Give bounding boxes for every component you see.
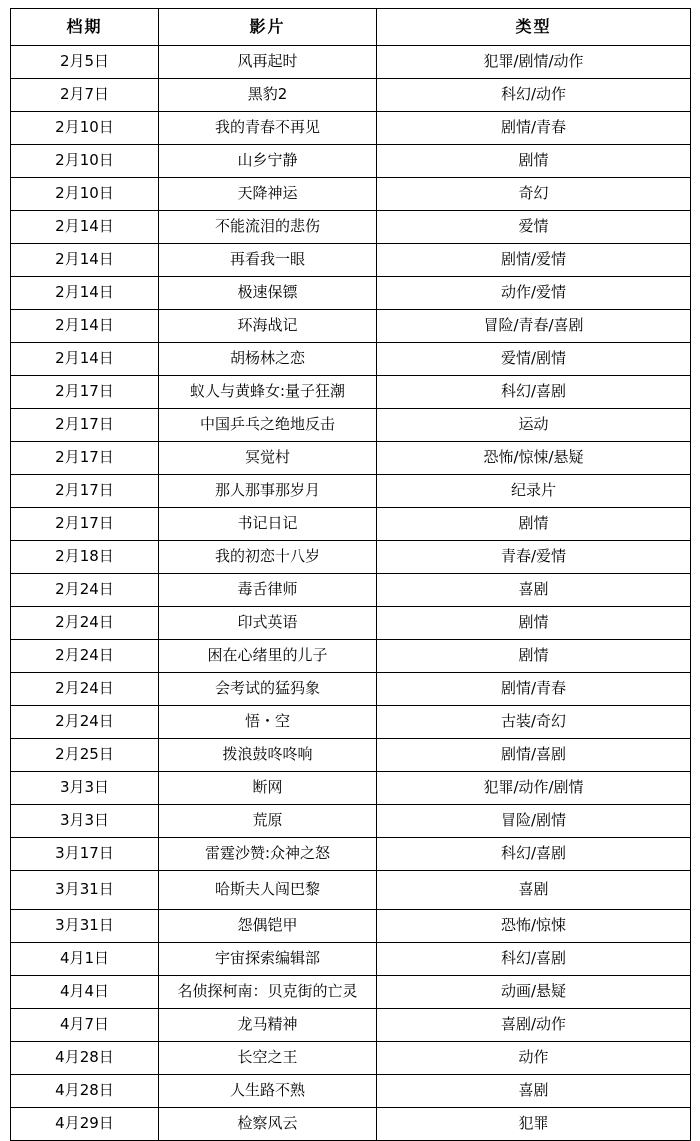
film-schedule-table [10, 8, 691, 1141]
table-row [11, 871, 691, 910]
cell-genre: 犯罪 [377, 1108, 691, 1141]
cell-release-date: 4月29日 [11, 1108, 159, 1141]
cell-film-title: 山乡宁静 [159, 145, 377, 178]
cell-film-title: 蚁人与黄蜂女:量子狂潮 [159, 376, 377, 409]
table-row [11, 442, 691, 475]
cell-film-title: 拨浪鼓咚咚响 [159, 739, 377, 772]
cell-film-title: 书记日记 [159, 508, 377, 541]
cell-film-title: 风再起时 [159, 46, 377, 79]
table-row [11, 211, 691, 244]
cell-release-date: 2月10日 [11, 112, 159, 145]
cell-genre: 剧情/喜剧 [377, 739, 691, 772]
cell-genre: 科幻/喜剧 [377, 838, 691, 871]
table-row [11, 1042, 691, 1075]
cell-film-title: 黑豹2 [159, 79, 377, 112]
cell-genre: 纪录片 [377, 475, 691, 508]
table-row [11, 277, 691, 310]
cell-film-title: 怨偶铠甲 [159, 910, 377, 943]
table-row [11, 508, 691, 541]
table-row [11, 46, 691, 79]
cell-genre: 喜剧 [377, 574, 691, 607]
cell-release-date: 2月17日 [11, 508, 159, 541]
cell-film-title: 检察风云 [159, 1108, 377, 1141]
table-row [11, 673, 691, 706]
cell-film-title: 哈斯夫人闯巴黎 [159, 871, 377, 910]
cell-release-date: 2月24日 [11, 574, 159, 607]
table-row [11, 772, 691, 805]
cell-film-title: 那人那事那岁月 [159, 475, 377, 508]
cell-film-title: 再看我一眼 [159, 244, 377, 277]
cell-genre: 剧情 [377, 145, 691, 178]
cell-release-date: 2月25日 [11, 739, 159, 772]
cell-release-date: 2月24日 [11, 607, 159, 640]
cell-release-date: 2月14日 [11, 244, 159, 277]
table-row [11, 1009, 691, 1042]
cell-film-title: 龙马精神 [159, 1009, 377, 1042]
cell-release-date: 3月31日 [11, 871, 159, 910]
cell-genre: 剧情 [377, 607, 691, 640]
table-row [11, 1108, 691, 1141]
table-row [11, 343, 691, 376]
cell-genre: 剧情/爱情 [377, 244, 691, 277]
cell-film-title: 我的初恋十八岁 [159, 541, 377, 574]
table-row [11, 244, 691, 277]
table-row [11, 79, 691, 112]
cell-genre: 运动 [377, 409, 691, 442]
table-row [11, 805, 691, 838]
cell-film-title: 我的青春不再见 [159, 112, 377, 145]
cell-release-date: 2月17日 [11, 475, 159, 508]
table-row [11, 976, 691, 1009]
cell-release-date: 4月4日 [11, 976, 159, 1009]
cell-film-title: 冥觉村 [159, 442, 377, 475]
cell-genre: 犯罪/剧情/动作 [377, 46, 691, 79]
cell-genre: 青春/爱情 [377, 541, 691, 574]
table-row [11, 1075, 691, 1108]
cell-release-date: 2月10日 [11, 145, 159, 178]
table-row [11, 409, 691, 442]
cell-release-date: 2月14日 [11, 310, 159, 343]
column-header-date: 档期 [11, 9, 159, 46]
cell-release-date: 2月24日 [11, 706, 159, 739]
cell-film-title: 困在心绪里的儿子 [159, 640, 377, 673]
table-row [11, 112, 691, 145]
cell-genre: 动作/爱情 [377, 277, 691, 310]
cell-release-date: 3月3日 [11, 805, 159, 838]
column-header-film: 影片 [159, 9, 377, 46]
table-row [11, 376, 691, 409]
table-row [11, 640, 691, 673]
cell-genre: 剧情/青春 [377, 673, 691, 706]
cell-film-title: 宇宙探索编辑部 [159, 943, 377, 976]
table-row [11, 706, 691, 739]
cell-release-date: 2月24日 [11, 673, 159, 706]
table-row [11, 739, 691, 772]
cell-film-title: 名侦探柯南：贝克街的亡灵 [159, 976, 377, 1009]
cell-film-title: 天降神运 [159, 178, 377, 211]
cell-release-date: 3月17日 [11, 838, 159, 871]
cell-release-date: 3月31日 [11, 910, 159, 943]
cell-genre: 爱情/剧情 [377, 343, 691, 376]
cell-genre: 剧情 [377, 508, 691, 541]
cell-genre: 科幻/喜剧 [377, 943, 691, 976]
cell-genre: 恐怖/惊悚 [377, 910, 691, 943]
cell-genre: 剧情 [377, 640, 691, 673]
table-row [11, 310, 691, 343]
table-header-row [11, 9, 691, 46]
cell-film-title: 不能流泪的悲伤 [159, 211, 377, 244]
cell-film-title: 人生路不熟 [159, 1075, 377, 1108]
cell-genre: 犯罪/动作/剧情 [377, 772, 691, 805]
cell-release-date: 2月14日 [11, 211, 159, 244]
table-body [11, 46, 691, 1141]
cell-release-date: 2月5日 [11, 46, 159, 79]
cell-release-date: 4月28日 [11, 1075, 159, 1108]
cell-genre: 动画/悬疑 [377, 976, 691, 1009]
cell-release-date: 4月28日 [11, 1042, 159, 1075]
table-row [11, 943, 691, 976]
cell-film-title: 悟・空 [159, 706, 377, 739]
table-row [11, 145, 691, 178]
cell-release-date: 2月17日 [11, 376, 159, 409]
cell-film-title: 印式英语 [159, 607, 377, 640]
cell-release-date: 2月14日 [11, 277, 159, 310]
cell-release-date: 2月17日 [11, 409, 159, 442]
cell-genre: 科幻/喜剧 [377, 376, 691, 409]
cell-genre: 恐怖/惊悚/悬疑 [377, 442, 691, 475]
cell-genre: 爱情 [377, 211, 691, 244]
table-row [11, 838, 691, 871]
cell-release-date: 2月7日 [11, 79, 159, 112]
table-row [11, 607, 691, 640]
cell-film-title: 断网 [159, 772, 377, 805]
cell-genre: 古装/奇幻 [377, 706, 691, 739]
cell-film-title: 胡杨林之恋 [159, 343, 377, 376]
cell-film-title: 极速保镖 [159, 277, 377, 310]
cell-genre: 喜剧/动作 [377, 1009, 691, 1042]
cell-genre: 冒险/青春/喜剧 [377, 310, 691, 343]
cell-release-date: 2月17日 [11, 442, 159, 475]
cell-release-date: 3月3日 [11, 772, 159, 805]
cell-film-title: 会考试的猛犸象 [159, 673, 377, 706]
column-header-genre: 类型 [377, 9, 691, 46]
cell-genre: 冒险/剧情 [377, 805, 691, 838]
cell-release-date: 2月10日 [11, 178, 159, 211]
cell-film-title: 荒原 [159, 805, 377, 838]
cell-film-title: 中国乒乓之绝地反击 [159, 409, 377, 442]
cell-genre: 喜剧 [377, 1075, 691, 1108]
cell-genre: 奇幻 [377, 178, 691, 211]
cell-release-date: 2月18日 [11, 541, 159, 574]
cell-film-title: 毒舌律师 [159, 574, 377, 607]
cell-release-date: 4月1日 [11, 943, 159, 976]
cell-release-date: 2月24日 [11, 640, 159, 673]
cell-release-date: 2月14日 [11, 343, 159, 376]
cell-genre: 剧情/青春 [377, 112, 691, 145]
cell-release-date: 4月7日 [11, 1009, 159, 1042]
cell-film-title: 环海战记 [159, 310, 377, 343]
table-row [11, 910, 691, 943]
cell-film-title: 长空之王 [159, 1042, 377, 1075]
table-header [11, 9, 691, 46]
cell-genre: 科幻/动作 [377, 79, 691, 112]
table-row [11, 574, 691, 607]
table-row [11, 541, 691, 574]
table-row [11, 178, 691, 211]
table-row [11, 475, 691, 508]
cell-film-title: 雷霆沙赞:众神之怒 [159, 838, 377, 871]
cell-genre: 喜剧 [377, 871, 691, 910]
cell-genre: 动作 [377, 1042, 691, 1075]
